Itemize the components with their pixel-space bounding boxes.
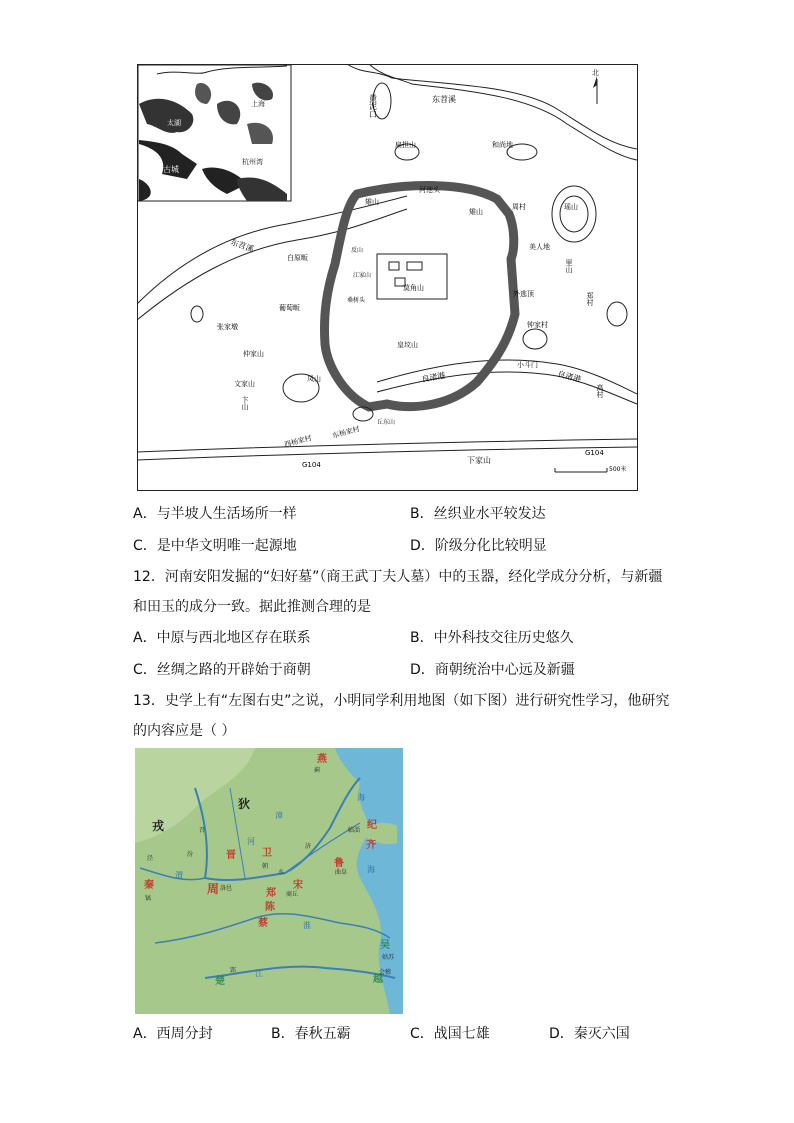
svg-text:G104: G104 xyxy=(585,449,604,457)
svg-text:卫: 卫 xyxy=(262,848,272,859)
svg-text:东苕溪: 东苕溪 xyxy=(432,95,456,104)
q12-stem-line1: 12．河南安阳发掘的“妇好墓”（商王武丁夫人墓）中的玉器，经化学成分分析，与新疆 xyxy=(133,569,663,585)
q12-stem-line2: 和田玉的成分一致。据此推测合理的是 xyxy=(133,599,371,615)
q12-option-d[interactable]: D．商朝统治中心远及新疆 xyxy=(410,662,575,678)
svg-text:雉山: 雉山 xyxy=(469,208,483,216)
svg-text:纪: 纪 xyxy=(367,820,377,831)
svg-text:500米: 500米 xyxy=(609,466,627,473)
svg-text:黄泥口: 黄泥口 xyxy=(368,94,378,118)
q13-option-c[interactable]: C．战国七雄 xyxy=(410,1026,490,1042)
inset-shanghai-label: 上海 xyxy=(251,100,265,108)
svg-text:钟家村: 钟家村 xyxy=(527,321,548,329)
svg-text:瑶山: 瑶山 xyxy=(564,203,578,211)
svg-text:高村: 高村 xyxy=(596,384,604,398)
svg-text:戎: 戎 xyxy=(152,819,165,833)
svg-text:小斗门: 小斗门 xyxy=(517,361,538,369)
svg-text:良渚港: 良渚港 xyxy=(420,370,446,384)
q11-option-b[interactable]: B．丝织业水平较发达 xyxy=(410,506,546,522)
q12-option-a[interactable]: A．中原与西北地区存在联系 xyxy=(133,630,311,646)
q13-stem-line1: 13．史学上有“左图右史”之说，小明同学利用地图（如下图）进行研究性学习，他研究 xyxy=(133,693,670,709)
svg-text:莫角山: 莫角山 xyxy=(403,284,424,292)
svg-text:狄: 狄 xyxy=(238,797,251,811)
svg-text:周: 周 xyxy=(207,882,220,896)
svg-text:晋: 晋 xyxy=(226,850,236,861)
svg-text:雉山: 雉山 xyxy=(365,198,379,206)
svg-text:桑树头: 桑树头 xyxy=(347,297,366,304)
svg-text:临淄: 临淄 xyxy=(348,827,361,834)
q11-option-c[interactable]: C．是中华文明唯一起源地 xyxy=(133,538,297,554)
svg-text:G104: G104 xyxy=(302,461,321,469)
svg-text:反山: 反山 xyxy=(351,247,364,254)
svg-text:蔡: 蔡 xyxy=(258,918,268,929)
svg-text:越: 越 xyxy=(373,974,383,985)
q11-option-d[interactable]: D．阶级分化比较明显 xyxy=(410,538,547,554)
svg-text:渭: 渭 xyxy=(175,871,183,880)
q13-option-d[interactable]: D．秦灭六国 xyxy=(549,1026,630,1042)
svg-text:下家山: 下家山 xyxy=(467,456,491,465)
svg-text:会稽: 会稽 xyxy=(379,969,392,976)
svg-text:商丘: 商丘 xyxy=(286,891,299,898)
svg-text:鲁: 鲁 xyxy=(334,858,344,869)
q11-option-a[interactable]: A．与半坡人生活场所一样 xyxy=(133,506,297,522)
inset-taihu-label: 太湖 xyxy=(167,119,181,127)
svg-text:召: 召 xyxy=(199,827,206,834)
q13-stem-line2: 的内容应是（ ） xyxy=(133,723,236,739)
svg-text:秦: 秦 xyxy=(144,880,154,891)
svg-text:淮: 淮 xyxy=(303,921,311,930)
svg-text:卞山: 卞山 xyxy=(241,396,249,410)
q13-option-a[interactable]: A．西周分封 xyxy=(133,1026,213,1042)
svg-text:皇坟山: 皇坟山 xyxy=(397,341,418,349)
svg-text:东苕溪: 东苕溪 xyxy=(229,237,255,255)
svg-text:江家山: 江家山 xyxy=(353,272,372,279)
svg-text:白原畈: 白原畈 xyxy=(287,254,308,262)
svg-text:东杨家村: 东杨家村 xyxy=(331,424,361,440)
svg-text:河池头: 河池头 xyxy=(419,186,440,194)
western-zhou-map xyxy=(135,748,403,1014)
svg-text:齐: 齐 xyxy=(366,840,376,851)
inset-map xyxy=(138,65,291,201)
svg-text:水: 水 xyxy=(278,869,285,876)
inset-liangzhu-label: 良渚古城 xyxy=(147,165,179,174)
svg-text:蓟: 蓟 xyxy=(314,767,321,774)
q12-option-b[interactable]: B．中外科技交往历史悠久 xyxy=(410,630,574,646)
svg-text:葡萄畈: 葡萄畈 xyxy=(279,304,300,312)
svg-text:洛邑: 洛邑 xyxy=(220,885,233,892)
svg-text:扁担山: 扁担山 xyxy=(395,141,416,149)
svg-text:泾: 泾 xyxy=(147,855,154,862)
svg-text:楚: 楚 xyxy=(215,976,225,987)
svg-text:周村: 周村 xyxy=(512,203,526,211)
svg-text:河: 河 xyxy=(247,837,255,846)
svg-text:宋: 宋 xyxy=(293,880,303,891)
svg-text:北: 北 xyxy=(592,69,599,77)
svg-text:吴: 吴 xyxy=(380,940,390,951)
svg-text:郑村: 郑村 xyxy=(586,292,594,306)
liangzhu-city-map xyxy=(137,64,638,491)
svg-text:仲家山: 仲家山 xyxy=(243,350,264,358)
svg-text:外逃顶: 外逃顶 xyxy=(513,290,534,298)
svg-text:曲阜: 曲阜 xyxy=(335,869,348,876)
svg-text:朝: 朝 xyxy=(262,863,269,870)
q13-option-b[interactable]: B．春秋五霸 xyxy=(271,1026,351,1042)
inset-hangzhouwan-label: 杭州湾 xyxy=(242,158,263,166)
svg-text:张家墩: 张家墩 xyxy=(217,323,238,331)
svg-text:汾: 汾 xyxy=(187,851,194,858)
svg-text:郢: 郢 xyxy=(230,967,237,974)
svg-text:燕: 燕 xyxy=(317,754,327,765)
svg-text:里山: 里山 xyxy=(565,259,573,273)
svg-text:海: 海 xyxy=(367,865,375,874)
q12-option-c[interactable]: C．丝绸之路的开辟始于商朝 xyxy=(133,662,311,678)
svg-text:陈: 陈 xyxy=(265,902,275,913)
svg-text:西杨家村: 西杨家村 xyxy=(283,433,313,449)
svg-text:丘东山: 丘东山 xyxy=(377,419,396,426)
svg-text:文家山: 文家山 xyxy=(234,380,255,388)
svg-text:美人地: 美人地 xyxy=(529,243,550,251)
svg-text:漳: 漳 xyxy=(275,811,283,820)
svg-text:良渚港: 良渚港 xyxy=(556,369,582,385)
svg-text:江: 江 xyxy=(255,969,263,978)
svg-text:济: 济 xyxy=(305,843,312,850)
svg-text:姑苏: 姑苏 xyxy=(382,954,395,961)
svg-text:和尚地: 和尚地 xyxy=(492,141,513,149)
svg-text:郑: 郑 xyxy=(266,888,276,899)
svg-text:海: 海 xyxy=(357,793,365,802)
svg-text:凤山: 凤山 xyxy=(307,375,321,383)
svg-text:镐: 镐 xyxy=(145,895,152,902)
